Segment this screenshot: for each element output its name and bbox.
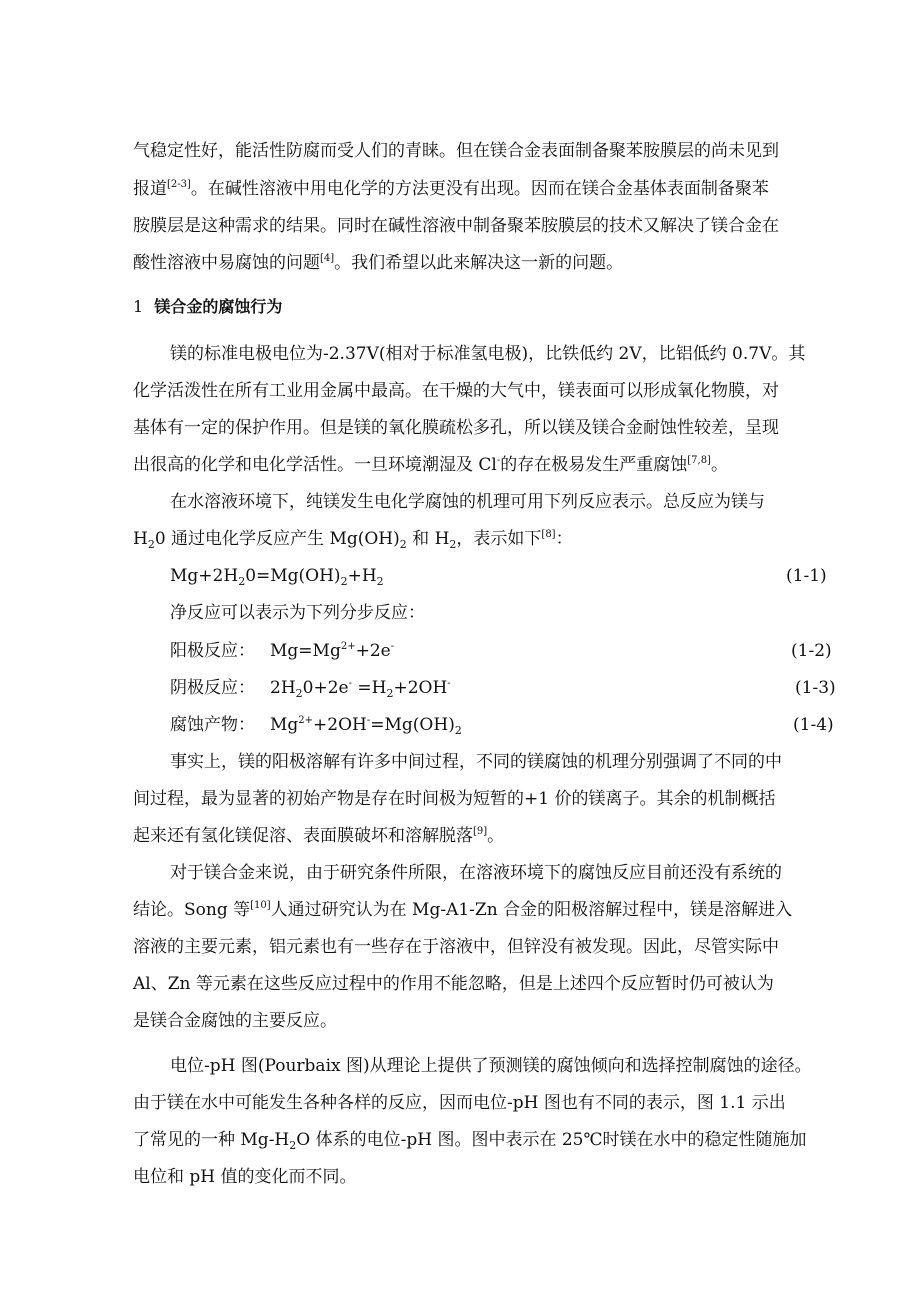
paragraph-line — [133, 529, 573, 549]
text: 电位-pH 图(Pourbaix 图)从理论上提供了预测镁的腐蚀倾向和选择控制腐蚀的途径。 — [170, 1056, 812, 1076]
superscript: - — [348, 678, 352, 689]
text: 结论。Song 等 — [133, 900, 251, 920]
text: 的存在极易发生严重腐蚀 — [500, 455, 688, 475]
citation: [8] — [541, 529, 556, 540]
text: 起来还有氢化镁促溶、表面膜破坏和溶解脱落 — [133, 826, 473, 846]
paragraph-line — [170, 1056, 812, 1076]
text: +2OH — [313, 715, 367, 735]
subscript: 2 — [289, 1139, 297, 1152]
paragraph-line — [133, 789, 775, 809]
text: 和 H — [406, 529, 450, 549]
text: 基体有一定的保护作用。但是镁的氧化膜疏松多孔，所以镁及镁合金耐蚀性较差，呈现 — [133, 418, 779, 438]
text: Mg=Mg — [270, 641, 341, 661]
text: 胺膜层是这种需求的结果。同时在碱性溶液中制备聚苯胺膜层的技术又解决了镁合金在 — [133, 216, 779, 236]
subscript: 2 — [376, 575, 384, 588]
equation-number: (1-2) — [791, 641, 832, 661]
paragraph-line — [170, 863, 782, 883]
text: 气稳定性好，能活性防腐而受人们的青睐。但在镁合金表面制备聚苯胺膜层的尚未见到 — [133, 141, 779, 161]
text: 报道 — [133, 179, 167, 199]
equation-1-1 — [170, 566, 384, 586]
superscript: - — [390, 641, 395, 652]
paragraph-line — [170, 603, 425, 623]
paragraph-line — [133, 381, 779, 401]
equation-1-4 — [170, 715, 462, 735]
section-heading — [133, 297, 282, 317]
equation-label: 阳极反应： — [170, 641, 255, 661]
superscript: - — [447, 678, 451, 689]
text: 由于镁在水中可能发生各种各样的反应，因而电位-pH 图也有不同的表示，图 1.1 示出 — [133, 1093, 786, 1113]
text: 净反应可以表示为下列分步反应： — [170, 603, 425, 623]
text: =H — [351, 678, 387, 698]
subscript: 2 — [399, 538, 407, 551]
text: O 体系的电位-pH 图。图中表示在 25℃时镁在水中的稳定性随施加 — [296, 1130, 807, 1150]
text: 酸性溶液中易腐蚀的问题 — [133, 253, 320, 273]
paragraph-line — [133, 937, 779, 957]
superscript: - — [366, 715, 371, 726]
equation-label: 阴极反应： — [170, 678, 255, 698]
paragraph-line — [170, 344, 805, 364]
text: 间过程，最为显著的初始产物是存在时间极为短暂的+1 价的镁离子。其余的机制概括 — [133, 789, 776, 809]
text: 。我们希望以此来解决这一新的问题。 — [334, 253, 624, 273]
superscript: 2+ — [340, 641, 356, 652]
subscript: 2 — [340, 575, 348, 588]
text: 溶液的主要元素，铝元素也有一些存在于溶液中，但锌没有被发现。因此，尽管实际中 — [133, 937, 779, 957]
subscript: 2 — [147, 538, 155, 551]
text: 2H — [270, 678, 296, 698]
equation-number: (1-4) — [793, 715, 834, 735]
paragraph-line — [133, 253, 623, 273]
text: 电位和 pH 值的变化而不同。 — [133, 1167, 357, 1187]
equation-1-3 — [170, 678, 451, 698]
paragraph-line — [133, 826, 504, 846]
paragraph-line — [133, 900, 792, 920]
text: ，表示如下 — [456, 529, 542, 549]
subscript: 2 — [386, 687, 394, 700]
paragraph-line — [133, 179, 769, 199]
text: Mg — [270, 715, 299, 735]
paragraph-line — [133, 1093, 786, 1113]
subscript: 2 — [454, 724, 462, 737]
citation: [2-3] — [167, 179, 191, 190]
text: =Mg(OH) — [370, 715, 455, 735]
paragraph-line — [170, 492, 765, 512]
paragraph-line — [133, 974, 774, 994]
text: 镁的标准电极电位为-2.37V(相对于标准氢电极)，比铁低约 2V，比铝低约 0.7V。其 — [170, 344, 806, 364]
text: 0 通过电化学反应产生 Mg(OH) — [154, 529, 400, 549]
text: 。在碱性溶液中用电化学的方法更没有出现。因而在镁合金基体表面制备聚苯 — [190, 179, 769, 199]
paragraph-line — [133, 216, 779, 236]
citation: [9] — [473, 826, 488, 837]
paragraph-line — [133, 141, 779, 161]
text: 事实上，镁的阳极溶解有许多中间过程，不同的镁腐蚀的机理分别强调了不同的中 — [170, 752, 782, 772]
equation-number: (1-3) — [795, 678, 836, 698]
text: 出很高的化学和电化学活性。一旦环境潮湿及 Cl — [133, 455, 497, 475]
text: 是镁合金腐蚀的主要反应。 — [133, 1011, 337, 1031]
text: H — [133, 529, 148, 549]
text: 化学活泼性在所有工业用金属中最高。在干燥的大气中，镁表面可以形成氧化物膜，对 — [133, 381, 779, 401]
citation: [4] — [320, 253, 335, 264]
superscript: - — [496, 455, 501, 466]
text: Al、Zn 等元素在这些反应过程中的作用不能忽略，但是上述四个反应暂时仍可被认为 — [133, 974, 774, 994]
paragraph-line — [133, 1167, 357, 1187]
citation: [10] — [250, 900, 271, 911]
subscript: 2 — [449, 538, 457, 551]
section-number: 1 — [133, 297, 144, 316]
paragraph-line — [133, 455, 728, 475]
equation-1-2 — [170, 641, 394, 661]
text: 。 — [710, 455, 728, 475]
text: +H — [347, 566, 377, 586]
text: 对于镁合金来说，由于研究条件所限，在溶液环境下的腐蚀反应目前还没有系统的 — [170, 863, 782, 883]
text: ： — [555, 529, 573, 549]
text: 。 — [487, 826, 505, 846]
text: 了常见的一种 Mg-H — [133, 1130, 290, 1150]
paragraph-line — [133, 418, 779, 438]
section-title: 镁合金的腐蚀行为 — [154, 297, 283, 316]
text: 在水溶液环境下，纯镁发生电化学腐蚀的机理可用下列反应表示。总反应为镁与 — [170, 492, 765, 512]
text: +2e — [355, 641, 391, 661]
paragraph-line — [170, 752, 782, 772]
paragraph-line — [133, 1011, 337, 1031]
text: +2OH — [393, 678, 448, 698]
superscript: 2+ — [298, 715, 314, 726]
text: 0=Mg(OH) — [245, 566, 341, 586]
subscript: 2 — [295, 687, 303, 700]
subscript: 2 — [238, 575, 246, 588]
citation: [7,8] — [687, 455, 711, 466]
text: 人通过研究认为在 Mg-A1-Zn 合金的阳极溶解过程中，镁是溶解进入 — [270, 900, 793, 920]
paragraph-line — [133, 1130, 807, 1150]
equation-number: (1-1) — [786, 566, 827, 586]
text: Mg+2H — [170, 566, 239, 586]
equation-label: 腐蚀产物： — [170, 715, 255, 735]
text: 0+2e — [302, 678, 349, 698]
